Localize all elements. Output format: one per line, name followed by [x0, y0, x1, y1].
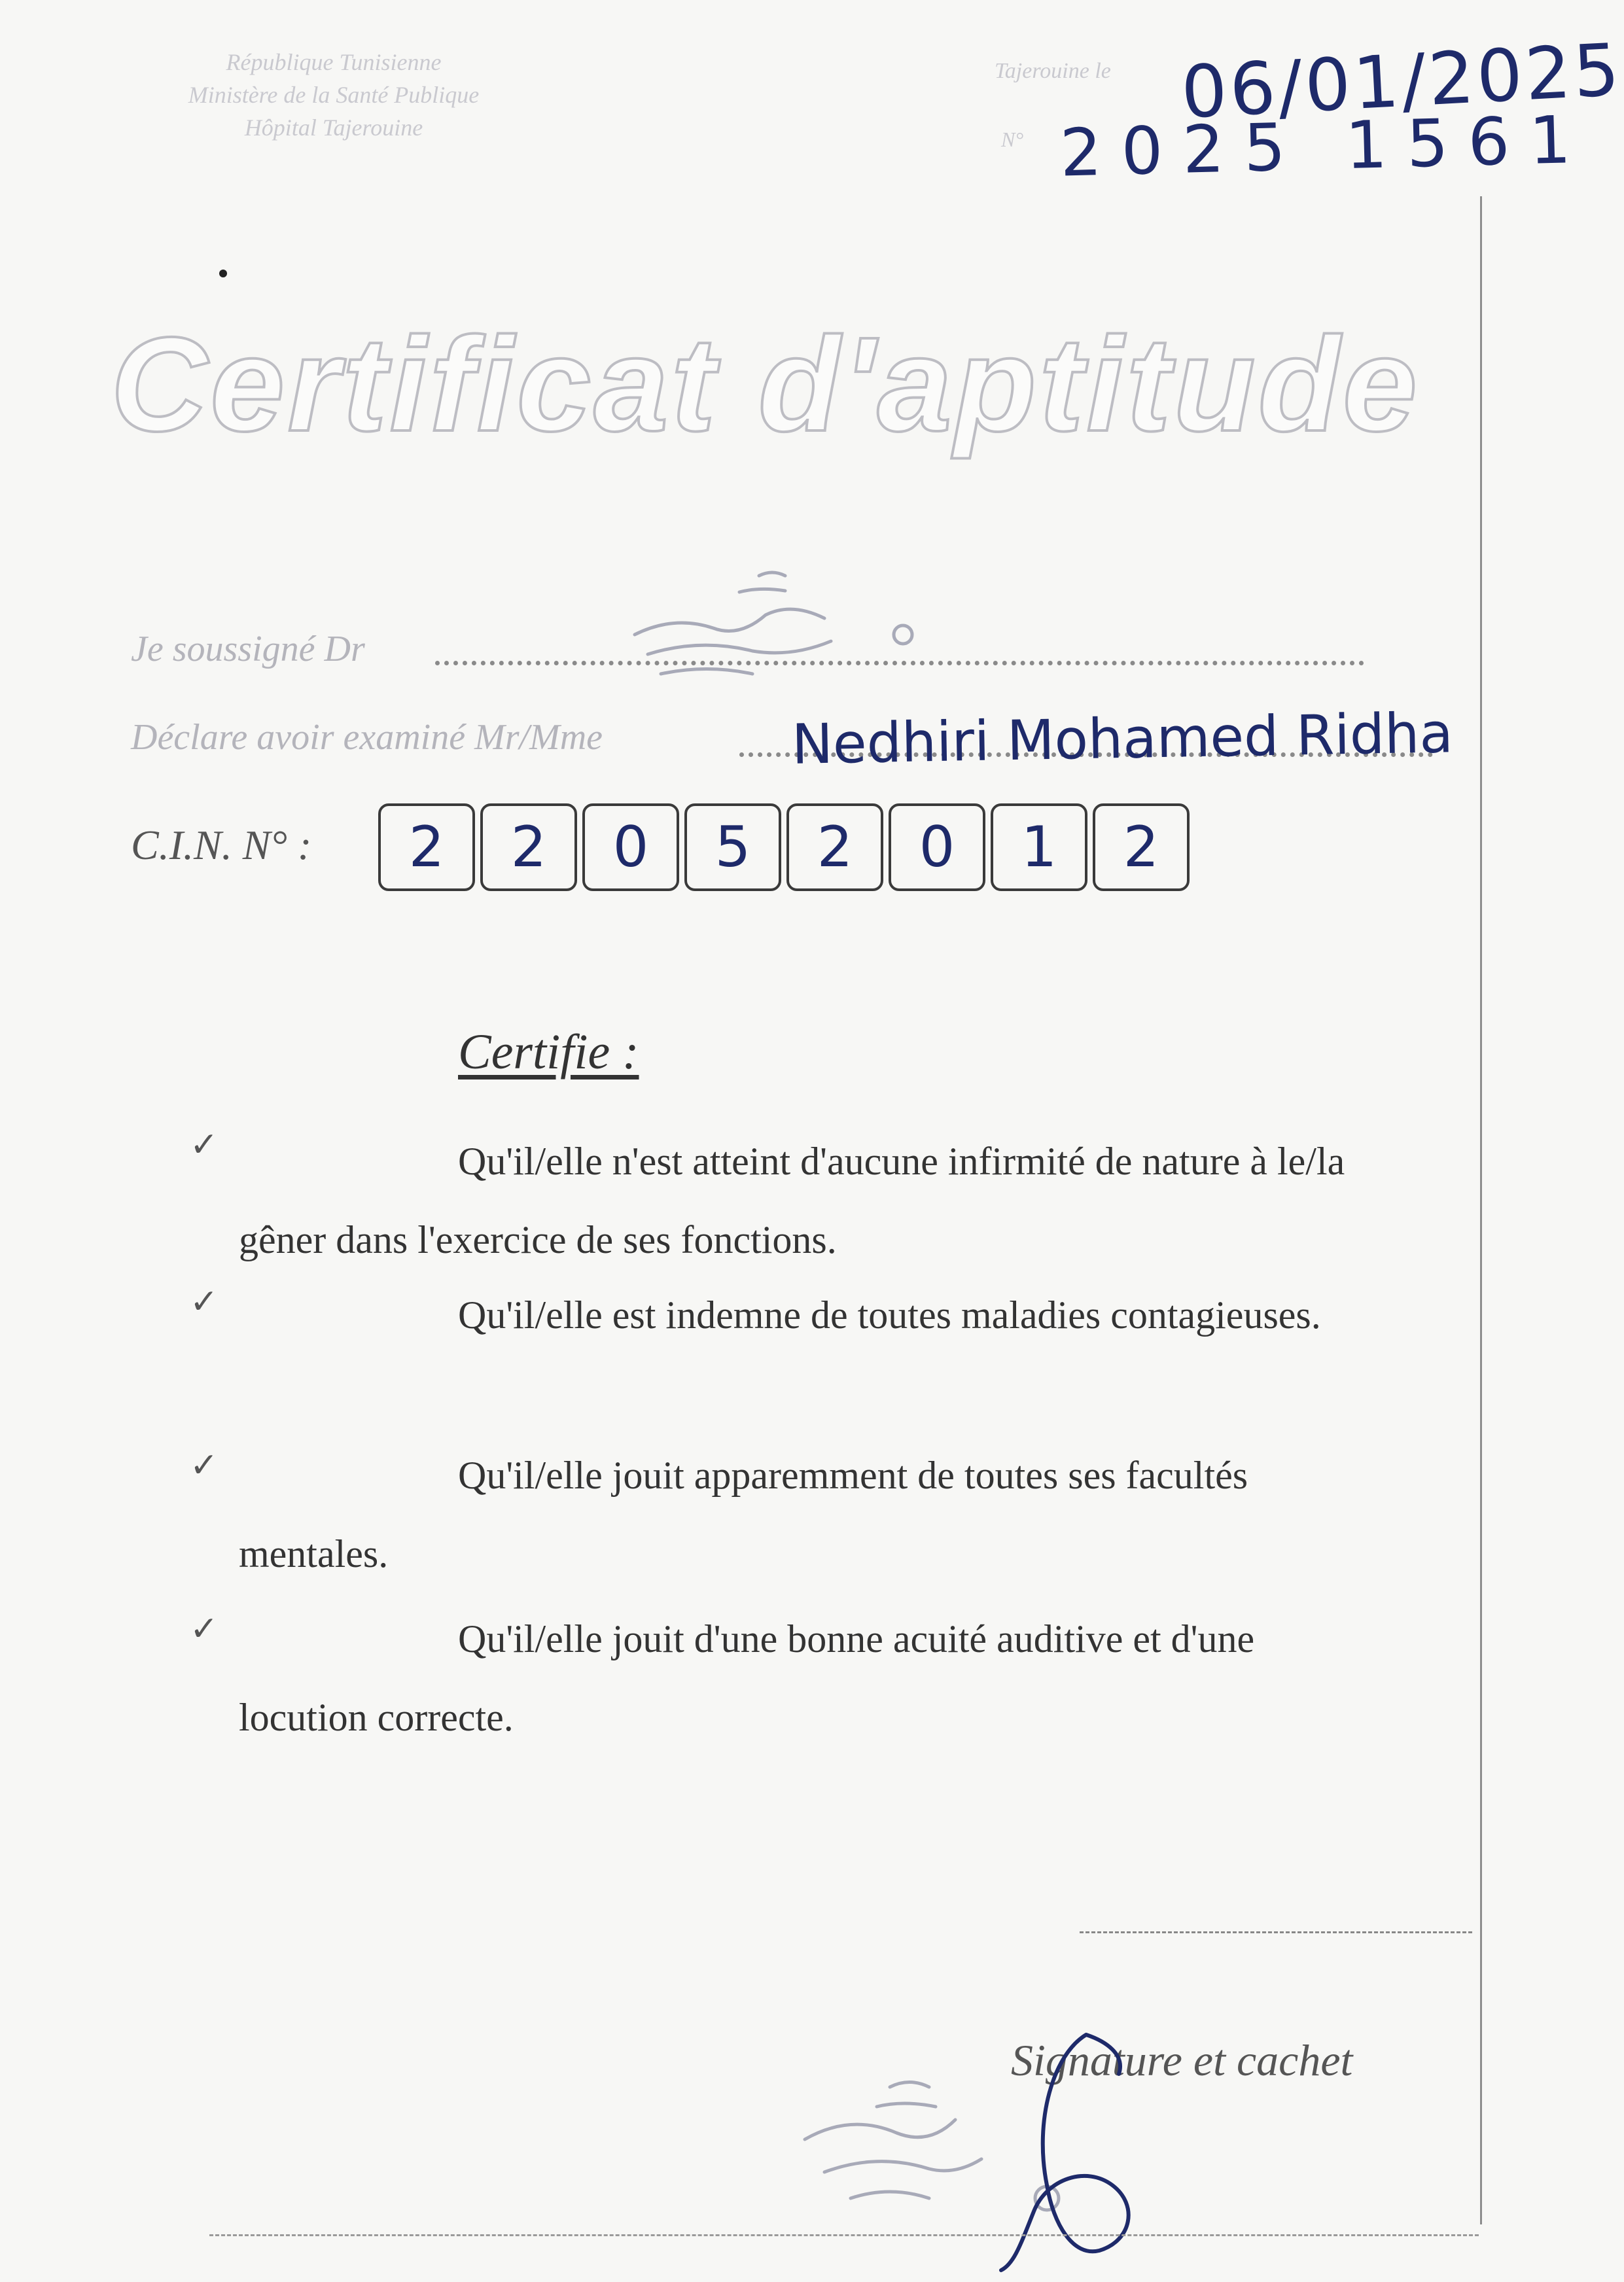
date-label: Tajerouine le — [995, 59, 1111, 83]
doctor-label: Je soussigné Dr — [131, 629, 365, 669]
number-value: 2025 1561 — [1059, 101, 1592, 192]
statement-2: Qu'il/elle est indemne de toutes maladies contagieuses. — [458, 1293, 1321, 1337]
cin-digit: 2 — [1093, 803, 1190, 891]
document-title: Certificat d'aptitude — [111, 309, 1420, 459]
cin-boxes — [378, 803, 1195, 891]
handwritten-signature — [975, 2015, 1171, 2277]
patient-label: Déclare avoir examiné Mr/Mme — [131, 717, 603, 758]
separator-line — [1080, 1931, 1472, 1933]
ink-dot — [219, 270, 227, 277]
cin-digit: 5 — [684, 803, 781, 891]
cin-digit: 0 — [582, 803, 679, 891]
cin-digit: 2 — [378, 803, 475, 891]
header-line-1: République Tunisienne — [226, 49, 442, 75]
statement-3: Qu'il/elle jouit apparemment de toutes ses facultés mentales. — [239, 1454, 1248, 1575]
check-mark-icon: ✓ — [190, 1609, 219, 1649]
header-line-2: Ministère de la Santé Publique — [188, 82, 480, 108]
paper-edge — [1480, 196, 1482, 2224]
header-line-3: Hôpital Tajerouine — [244, 114, 423, 141]
check-mark-icon: ✓ — [190, 1282, 219, 1322]
cin-digit: 2 — [786, 803, 883, 891]
date-value: 06/01/2025 — [1179, 27, 1624, 135]
certifie-heading: Certifie : — [458, 1025, 639, 1080]
cin-digit: 0 — [889, 803, 985, 891]
cin-digit: 1 — [991, 803, 1087, 891]
signature-label: Signature et cachet — [1011, 2035, 1353, 2085]
number-label: N° — [1001, 128, 1024, 151]
cin-label: C.I.N. N° : — [131, 822, 312, 868]
bottom-separator — [209, 2234, 1479, 2236]
institution-header — [124, 46, 543, 144]
patient-name: Nedhiri Mohamed Ridha — [791, 701, 1454, 777]
check-mark-icon: ✓ — [190, 1125, 219, 1165]
cin-digit: 2 — [480, 803, 577, 891]
doctor-dotted-line — [435, 661, 1364, 665]
check-mark-icon: ✓ — [190, 1446, 219, 1485]
statement-1: Qu'il/elle n'est atteint d'aucune infirmité de nature à le/la gêner dans l'exercice de ses fonctions. — [239, 1140, 1345, 1261]
doctor-stamp-graphic — [622, 563, 923, 693]
statement-4: Qu'il/elle jouit d'une bonne acuité auditive et d'une locution correcte. — [239, 1617, 1255, 1739]
